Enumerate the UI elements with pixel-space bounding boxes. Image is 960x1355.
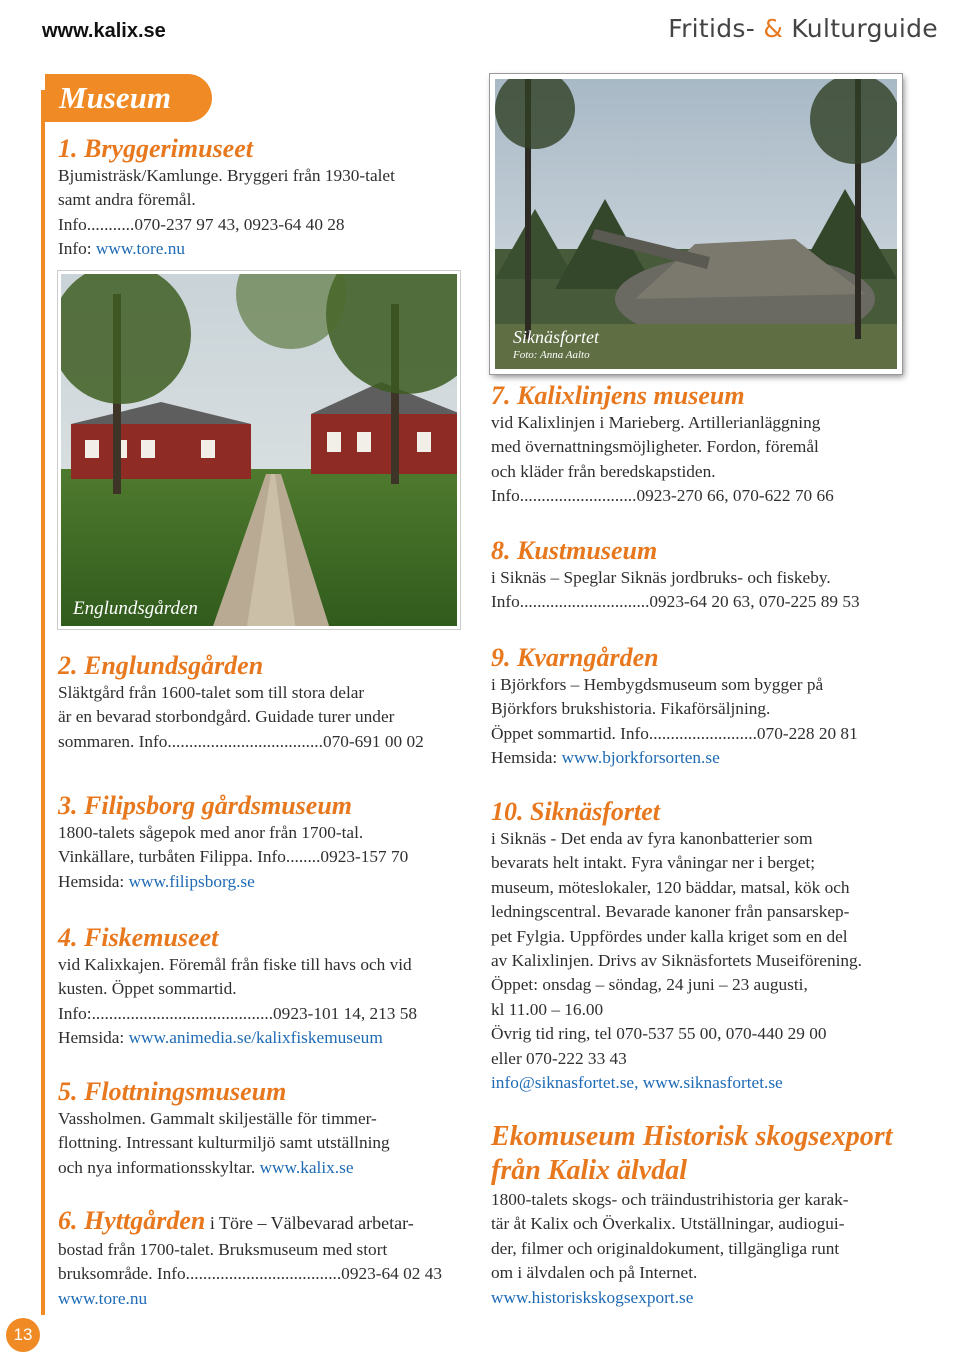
entry-body [491,1188,931,1310]
entry-line: av Kalixlinjen. Drivs av Siknäsfortets Museiförening. [491,951,862,971]
entry-line: kusten. Öppet sommartid. [58,979,237,999]
ekomuseum-title-line2: från Kalix älvdal [491,1155,688,1186]
entry-title: 2. Englundsgården [58,651,264,680]
entry-line: eller 070-222 33 43 [491,1048,627,1068]
entry-line [58,1026,478,1050]
website-link[interactable]: www.animedia.se/kalixfiskemuseum [128,1028,383,1048]
entry-line: Övrig tid ring, tel 070-537 55 00, 070-440 29 00 [491,1024,827,1044]
entry-line: i Siknäs – Speglar Siknäs jordbruks- och fiskeby. [491,568,831,587]
entry-flottningsmuseum [58,1077,478,1180]
entry-line: i Björkfors – Hembygdsmuseum som bygger på [491,675,824,694]
entry-body [491,566,931,615]
entry-title: 9. Kvarngården [491,643,659,672]
entry-line: tär åt Kalix och Överkalix. Utställningar, audiogui- [491,1214,845,1234]
link-prefix: Hemsida: [491,748,562,768]
entry-title: 5. Flottningsmuseum [58,1077,287,1106]
photo-caption: Siknäsfortet [513,327,599,347]
entry-fiskemuseet [58,923,478,1051]
photo-caption: Englundsgården [73,598,198,619]
entry-line: Info..............................0923-64 20 63, 070-225 89 53 [491,592,860,612]
entry-body [58,1107,478,1180]
entry-englundsgarden [58,651,478,754]
entry-body [58,1238,478,1311]
entry-ekomuseum [491,1120,931,1310]
entry-line: Släktgård från 1600-talet som till stora delar [58,683,365,702]
entry-body [491,673,931,771]
entry-line: 1800-talets skogs- och träindustrihistoria ger karak- [491,1190,849,1209]
entry-line: Bjumisträsk/Kamlunge. Bryggeri från 1930-talet [58,166,395,185]
section-side-line [41,90,45,1315]
section-tab [45,74,212,122]
entry-line: bostad från 1700-talet. Bruksmuseum med stort [58,1240,388,1259]
entry-line: i Siknäs - Det enda av fyra kanonbatterier som [491,829,813,848]
entry-line: vid Kalixlinjen i Marieberg. Artillerianläggning [491,413,821,432]
section-tab-label: Museum [59,80,171,115]
guide-title-part2: Kulturguide [783,14,938,43]
entry-line: Info...........................0923-270 66, 070-622 70 66 [491,486,834,506]
entry-line: Öppet: onsdag – söndag, 24 juni – 23 augusti, [491,975,808,995]
entry-line: bevarats helt intakt. Fyra våningar ner i berget; [491,853,816,873]
entry-line: med övernattningsmöjligheter. Fordon, föremål [491,437,819,457]
entry-line [58,237,478,261]
entry-line: sommaren. Info....................................070-691 00 02 [58,731,424,751]
site-url[interactable]: www.kalix.se [42,20,166,42]
entry-title: 10. Siknäsfortet [491,797,661,826]
entry-title: 7. Kalixlinjens museum [491,381,745,410]
entry-filipsborg [58,791,478,894]
entry-title: 4. Fiskemuseet [58,923,219,952]
entry-title: 1. Bryggerimuseet [58,134,253,163]
entry-line: Öppet sommartid. Info.........................070-228 20 81 [491,723,858,743]
entry-kustmuseum [491,536,931,615]
entry-hyttgarden [58,1206,478,1311]
entry-bryggerimuseet [58,134,478,262]
entry-line: Björkfors brukshistoria. Fikaförsäljning. [491,699,771,719]
entry-title: 3. Filipsborg gårdsmuseum [58,791,353,820]
entry-kvarngarden [491,643,931,771]
entry-body [491,827,931,1095]
entry-body [58,821,478,894]
link-prefix: Hemsida: [58,871,129,891]
entry-body [58,681,478,754]
entry-line: der, filmer och originaldokument, tillgängliga runt [491,1238,840,1258]
entry-line: samt andra föremål. [58,190,196,210]
entry-line: flottning. Intressant kulturmiljö samt utställning [58,1133,390,1153]
guide-title-part1: Fritids- [668,14,764,43]
entry-title-continuation: i Töre – Välbevarad arbetar- [205,1213,414,1233]
entry-title: 8. Kustmuseum [491,536,658,565]
entry-body [58,164,478,262]
entry-line: pet Fylgia. Uppfördes under kalla kriget som en del [491,926,848,946]
entry-kalixlinjens-museum [491,381,931,509]
link-prefix: Info: [58,239,96,259]
entry-line: kl 11.00 – 16.00 [491,999,604,1019]
entry-line: museum, möteslokaler, 120 bäddar, matsal, kök och [491,877,850,897]
website-link[interactable]: www.tore.nu [95,239,186,259]
website-link[interactable]: www.tore.nu [58,1288,148,1308]
entry-line: ledningscentral. Bevarade kanoner från pansarskep- [491,902,850,922]
siknasfortet-image [495,79,897,369]
entry-line: om i älvdalen och på Internet. [491,1263,698,1283]
entry-line [58,1156,478,1180]
entry-body [491,411,931,509]
photo-credit: Foto: Anna Aalto [513,349,590,361]
guide-title [668,14,938,43]
entry-title-text: 6. Hyttgården [58,1206,206,1235]
link-prefix: Hemsida: [58,1028,129,1048]
entry-line: 1800-talets sågepok med anor från 1700-tal. [58,823,364,842]
entry-siknasfortet [491,797,931,1095]
website-link[interactable]: www.filipsborg.se [128,871,255,891]
englundsgarden-image [61,274,460,629]
entry-line: Info:..........................................0923-101 14, 213 58 [58,1003,418,1023]
entry-line [58,870,478,894]
ekomuseum-title-line1: Ekomuseum Historisk skogsexport [491,1121,893,1152]
siknasfortet-photo [490,74,902,374]
entry-title [58,1206,478,1238]
entry-text: och nya informationsskyltar. [58,1157,260,1177]
email-website-link[interactable]: info@siknasfortet.se, www.siknasfortet.se [491,1073,783,1093]
website-link[interactable]: www.historiskskogsexport.se [491,1287,694,1307]
entry-line: Vassholmen. Gammalt skiljeställe för timmer- [58,1109,377,1128]
website-link[interactable]: www.bjorkforsorten.se [561,748,720,768]
entry-line [491,746,931,770]
entry-line: och kläder från beredskapstiden. [491,461,716,481]
entry-line: vid Kalixkajen. Föremål från fiske till havs och vid [58,955,412,974]
englundsgarden-photo [58,271,460,629]
website-link[interactable]: www.kalix.se [259,1157,354,1177]
entry-line: bruksområde. Info....................................0923-64 02 43 [58,1264,442,1284]
page-number-badge: 13 [6,1318,40,1352]
entry-line: Info...........070-237 97 43, 0923-64 40 28 [58,214,345,234]
entry-line: Vinkällare, turbåten Filippa. Info........0923-157 70 [58,847,409,867]
guide-title-ampersand: & [763,14,784,43]
entry-line: är en bevarad storbondgård. Guidade turer under [58,707,395,727]
entry-body [58,953,478,1051]
